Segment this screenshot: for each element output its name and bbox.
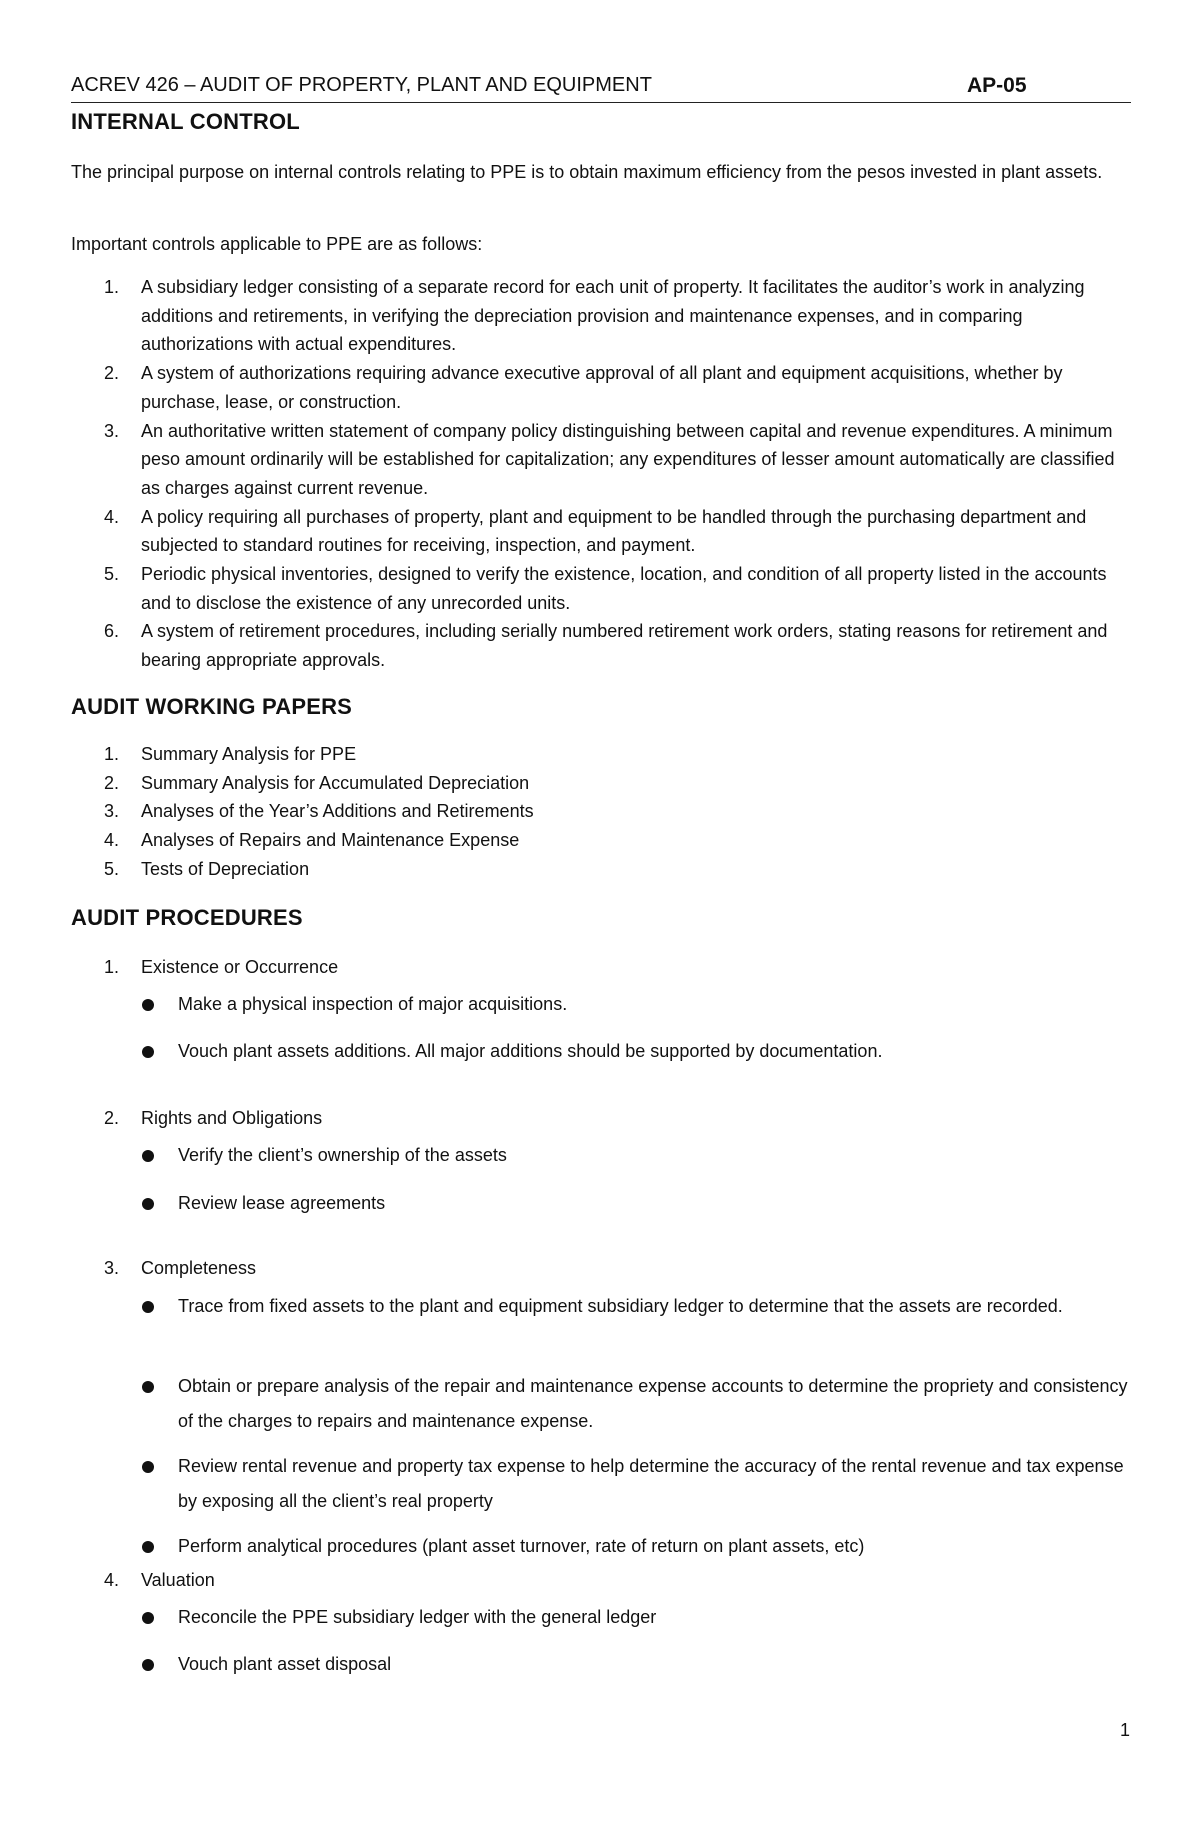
list-item (71, 617, 1131, 674)
list-text: Summary Analysis for Accumulated Depreciation (141, 772, 530, 793)
procedure-title: Existence or Occurrence (141, 957, 339, 977)
bullet-text: Vouch plant asset disposal (178, 1654, 392, 1674)
procedure-bullet (178, 1529, 1138, 1564)
bullet-text: Trace from fixed assets to the plant and equipment subsidiary ledger to determine that the assets are recorded. (178, 1296, 1063, 1316)
list-number: 4. (104, 506, 120, 527)
bullet-text: Review rental revenue and property tax expense to help determine the accuracy of the rental revenue and tax expense by exposing all the client’s real property (178, 1456, 1124, 1511)
bullet-icon (142, 1381, 154, 1393)
list-text: Periodic physical inventories, designed to verify the existence, location, and condition of all property listed in the accounts and to disclose the existence of any unrecorded units. (141, 564, 1107, 613)
list-text: Analyses of the Year’s Additions and Retirements (141, 801, 534, 822)
list-text: Summary Analysis for PPE (141, 744, 357, 764)
header-title: ACREV 426 – AUDIT OF PROPERTY, PLANT AND EQUIPMENT (71, 74, 652, 96)
list-item (71, 417, 1131, 503)
procedure-bullet (178, 1369, 1138, 1439)
procedure-bullet (178, 987, 1138, 1022)
internal-control-lead: Important controls applicable to PPE are as follows: (71, 234, 483, 254)
list-item (71, 769, 1131, 798)
bullet-icon (142, 1150, 154, 1162)
list-item (71, 273, 1131, 359)
list-number: 1. (104, 277, 120, 297)
procedure-bullet (178, 1449, 1138, 1519)
bullet-icon (142, 1541, 154, 1553)
list-item (71, 359, 1131, 416)
page-header (71, 72, 1131, 103)
list-item (71, 560, 1131, 617)
list-item (71, 855, 1131, 884)
list-number: 2. (104, 1108, 120, 1128)
procedure-title: Rights and Obligations (141, 1108, 323, 1128)
bullet-icon (142, 1301, 154, 1313)
bullet-text: Reconcile the PPE subsidiary ledger with the general ledger (178, 1607, 657, 1627)
bullet-text: Review lease agreements (178, 1193, 386, 1213)
bullet-icon (142, 1612, 154, 1624)
list-number: 3. (104, 420, 120, 441)
list-number: 5. (104, 564, 120, 585)
procedure-bullet (178, 1186, 1138, 1221)
procedure-bullet (178, 1034, 1138, 1069)
list-number: 1. (104, 744, 120, 764)
list-text: An authoritative written statement of company policy distinguishing between capital and revenue expenditures. A minimum peso amount ordinarily will be established for capitalization; any expenditures of lesser amount automatically are classified as charges against current revenue. (141, 420, 1115, 498)
internal-control-heading: INTERNAL CONTROL (71, 109, 300, 134)
bullet-icon (142, 1461, 154, 1473)
bullet-icon (142, 1046, 154, 1058)
bullet-icon (142, 1198, 154, 1210)
bullet-icon (142, 999, 154, 1011)
list-item (71, 740, 1131, 769)
bullet-text: Vouch plant assets additions. All major additions should be supported by documentation. (178, 1041, 883, 1061)
list-item (71, 503, 1131, 560)
list-text: A policy requiring all purchases of property, plant and equipment to be handled through the purchasing department and subjected to standard routines for receiving, inspection, and payment. (141, 506, 1087, 556)
list-text: A subsidiary ledger consisting of a separate record for each unit of property. It facilitates the auditor’s work in analyzing additions and retirements, in verifying the depreciation provision and maintenance expenses, and in comparing authorizations with actual expenditures. (141, 277, 1085, 355)
bullet-icon (142, 1659, 154, 1671)
internal-control-intro: The principal purpose on internal controls relating to PPE is to obtain maximum efficiency from the pesos invested in plant assets. (71, 162, 1103, 182)
list-number: 3. (104, 1258, 120, 1278)
list-number: 4. (104, 830, 120, 851)
list-text: Analyses of Repairs and Maintenance Expense (141, 830, 520, 851)
list-text: A system of retirement procedures, including serially numbered retirement work orders, stating reasons for retirement and bearing appropriate approvals. (141, 621, 1108, 671)
procedure-bullet (178, 1600, 1138, 1635)
procedure-title: Completeness (141, 1258, 257, 1278)
working-papers-heading: AUDIT WORKING PAPERS (71, 694, 353, 719)
list-number: 4. (104, 1570, 120, 1590)
list-number: 5. (104, 858, 120, 879)
list-number: 2. (104, 772, 120, 793)
working-papers-list (71, 740, 1131, 884)
header-code: AP-05 (967, 74, 1027, 97)
procedure-bullet (178, 1138, 1138, 1173)
list-number: 1. (104, 957, 120, 977)
list-text: Tests of Depreciation (141, 858, 310, 879)
internal-control-list (71, 273, 1131, 675)
procedure-bullet (178, 1289, 1138, 1324)
list-number: 3. (104, 801, 120, 822)
procedures-heading: AUDIT PROCEDURES (71, 905, 303, 930)
procedure-bullet (178, 1647, 1138, 1682)
bullet-text: Make a physical inspection of major acquisitions. (178, 994, 568, 1014)
list-number: 6. (104, 621, 120, 642)
bullet-text: Obtain or prepare analysis of the repair and maintenance expense accounts to determine the propriety and consistency of the charges to repairs and maintenance expense. (178, 1376, 1128, 1431)
list-item (71, 826, 1131, 855)
procedure-title: Valuation (141, 1570, 215, 1590)
list-text: A system of authorizations requiring advance executive approval of all plant and equipment acquisitions, whether by purchase, lease, or construction. (141, 363, 1063, 412)
list-item (71, 797, 1131, 826)
list-number: 2. (104, 363, 120, 384)
bullet-text: Perform analytical procedures (plant asset turnover, rate of return on plant assets, etc) (178, 1536, 865, 1556)
page-number: 1 (1120, 1720, 1131, 1740)
bullet-text: Verify the client’s ownership of the assets (178, 1145, 507, 1165)
